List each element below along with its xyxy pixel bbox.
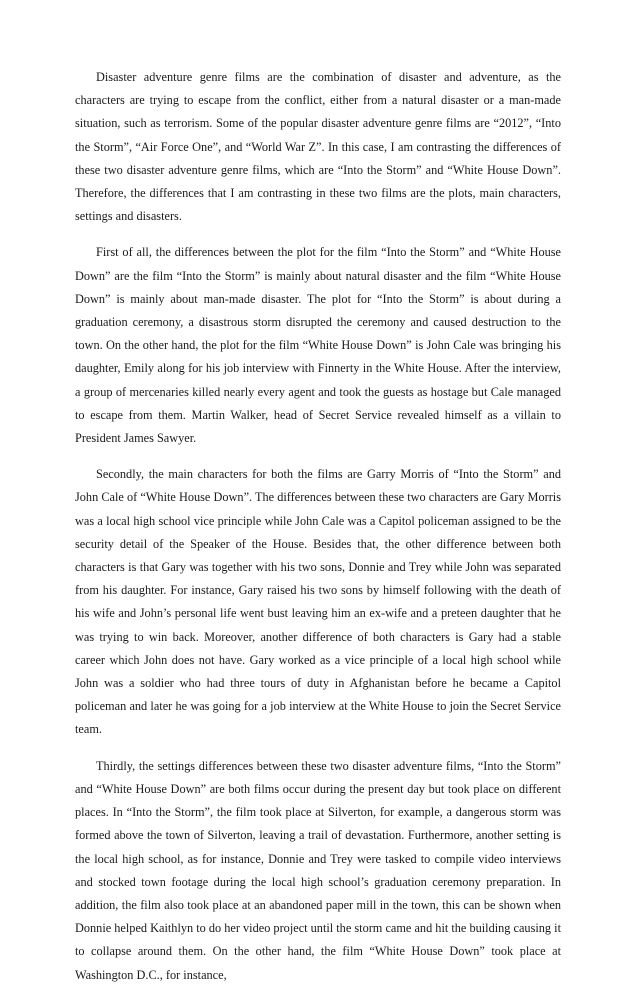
paragraph-characters: Secondly, the main characters for both the films are Garry Morris of “Into the Storm” and John Cale of “White House Down”. The differences between these two characters are Gary Morris was a local high school vice principle while John Cale was a Capitol policeman assigned to be the security detail of the Speaker of the House. Besides that, the other difference between both characters is that Gary was together with his two sons, Donnie and Trey while John was separated from his daughter. For instance, Gary raised his two sons by himself following with the death of his wife and John’s personal life went bust leaving him an ex-wife and a preteen daughter that he was trying to win back. Moreover, another difference of both characters is Gary had a stable career which John does not have. Gary worked as a vice principle of a local high school while John was a soldier who had three tours of duty in Afghanistan before he became a Capitol policeman and later he was going for a job interview at the White House to join the Secret Service team. [75, 467, 561, 737]
paragraph-settings: Thirdly, the settings differences between these two disaster adventure films, “Into the Storm” and “White House Down” are both films occur during the present day but took place on different places. In “Into the Storm”, the film took place at Silverton, for example, a dangerous storm was formed above the town of Silverton, leaving a trail of devastation. Furthermore, another setting is the local high school, as for instance, Donnie and Trey were tasked to compile video interviews and stocked town footage during the local high school’s graduation ceremony preparation. In addition, the film also took place at an abandoned paper mill in the town, this can be shown when Donnie helped Kaithlyn to do her video project until the storm came and hit the building causing it to collapse around them. On the other hand, the film “White House Down” took place at Washington D.C., for instance, [75, 758, 561, 982]
document-page [75, 66, 561, 987]
paragraph-plot: First of all, the differences between the plot for the film “Into the Storm” and “White House Down” are the film “Into the Storm” is mainly about natural disaster and the film “White House Down” is mainly about man-made disaster. The plot for “Into the Storm” is about during a graduation ceremony, a disastrous storm disrupted the ceremony and caused destruction to the town. On the other hand, the plot for the film “White House Down” is John Cale was bringing his daughter, Emily along for his job interview with Finnerty in the White House. After the interview, a group of mercenaries killed nearly every agent and took the guests as hostage but Cale managed to escape from them. Martin Walker, head of Secret Service revealed himself as a villain to President James Sawyer. [75, 245, 561, 446]
paragraph-intro: Disaster adventure genre films are the combination of disaster and adventure, as the characters are trying to escape from the conflict, either from a natural disaster or a man-made situation, such as terrorism. Some of the popular disaster adventure genre films are “2012”, “Into the Storm”, “Air Force One”, and “World War Z”. In this case, I am contrasting the differences of these two disaster adventure genre films, which are “Into the Storm” and “White House Down”. Therefore, the differences that I am contrasting in these two films are the plots, main characters, settings and disasters. [75, 70, 561, 224]
